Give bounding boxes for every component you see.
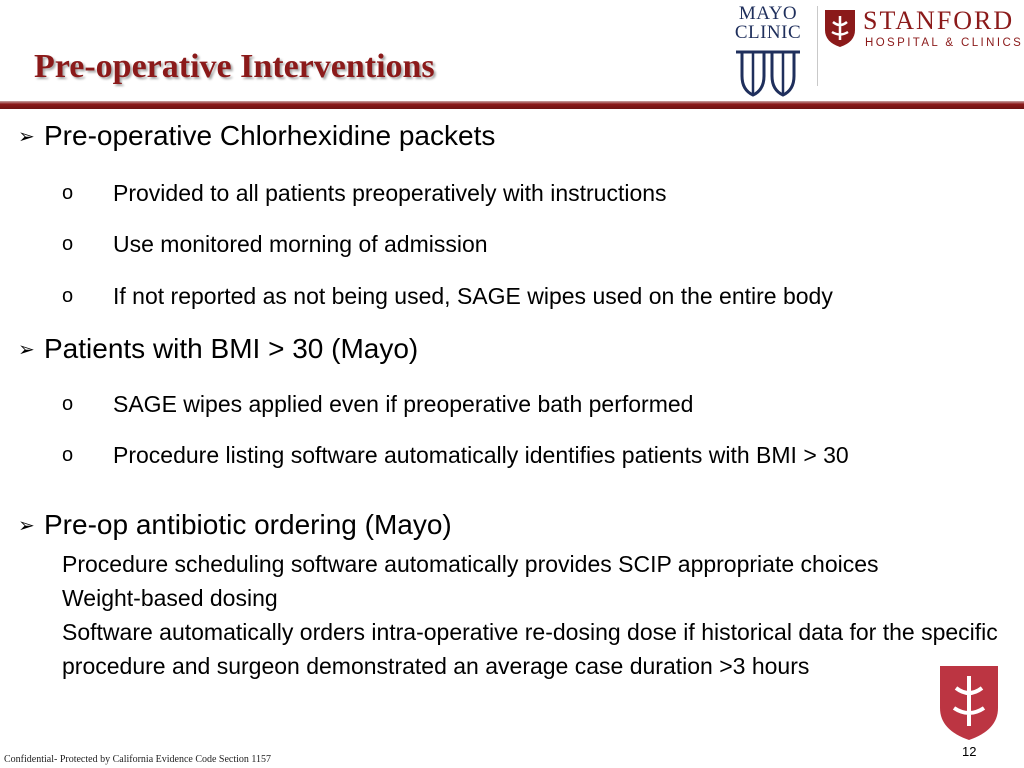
page-number: 12 [962, 744, 977, 759]
slide-title: Pre-operative Interventions [34, 48, 435, 85]
arrow-bullet-icon: ➢ [18, 514, 35, 537]
list-item [62, 229, 1002, 259]
list-item-text: Weight-based dosing [62, 585, 278, 611]
circle-bullet-icon: o [62, 182, 74, 204]
section-heading-2 [18, 333, 418, 365]
section-heading-text: Pre-operative Chlorhexidine packets [44, 120, 496, 151]
section-heading-1 [18, 120, 495, 152]
confidential-footer: Confidential- Protected by California Evidence Code Section 1157 [4, 754, 272, 765]
circle-bullet-icon: o [62, 444, 74, 466]
mayo-clinic-logo [728, 4, 808, 96]
list-item-text: Use monitored morning of admission [113, 231, 488, 257]
mayo-logo-line1: MAYO [738, 3, 798, 24]
stanford-shield-icon [938, 664, 1000, 742]
list-item [62, 281, 1002, 311]
list-item-text: Procedure scheduling software automatically provides SCIP appropriate choices [62, 551, 879, 577]
stanford-logo [823, 6, 1024, 50]
section-heading-text: Patients with BMI > 30 (Mayo) [44, 333, 419, 364]
stanford-logo-main: STANFORD [863, 6, 1015, 35]
header-rule [0, 101, 1024, 109]
arrow-bullet-icon: ➢ [18, 338, 35, 361]
list-item [62, 178, 1002, 208]
list-item [62, 440, 992, 470]
mayo-shield-icon [728, 48, 808, 98]
list-item-text: Provided to all patients preoperatively with instructions [113, 180, 667, 206]
section-heading-text: Pre-op antibiotic ordering (Mayo) [44, 509, 452, 540]
list-item-text: SAGE wipes applied even if preoperative bath performed [113, 391, 694, 417]
mayo-logo-line2: CLINIC [734, 22, 802, 43]
circle-bullet-icon: o [62, 393, 74, 415]
section-heading-3 [18, 509, 452, 541]
section-3-body [62, 547, 1012, 683]
list-item-text: Software automatically orders intra-operative re-dosing dose if historical data for the specific procedure and surgeon demonstrated an average case duration >3 hours [62, 619, 998, 679]
circle-bullet-icon: o [62, 285, 74, 307]
list-item-text: If not reported as not being used, SAGE wipes used on the entire body [113, 283, 833, 309]
circle-bullet-icon: o [62, 233, 74, 255]
logo-divider [817, 6, 818, 86]
list-item [62, 389, 1002, 419]
stanford-logo-sub: HOSPITAL & CLINICS [865, 37, 1024, 49]
stanford-shield-icon [823, 8, 857, 48]
arrow-bullet-icon: ➢ [18, 125, 35, 148]
list-item-text: Procedure listing software automatically identifies patients with BMI > 30 [113, 442, 849, 468]
